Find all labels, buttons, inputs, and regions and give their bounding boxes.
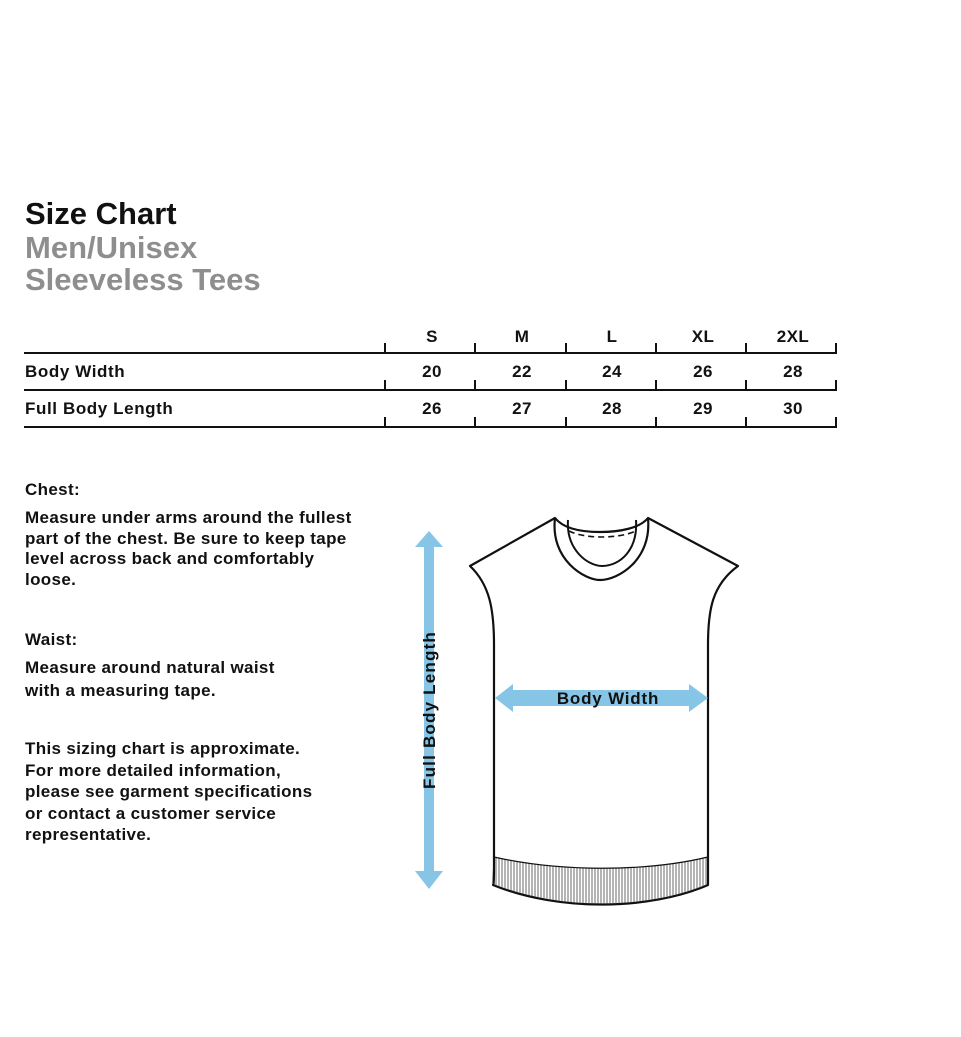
table-cell: 22 — [512, 362, 532, 381]
column-tick — [745, 417, 747, 428]
table-cell: 28 — [783, 362, 803, 381]
size-header-xl: XL — [691, 327, 715, 346]
size-table — [24, 318, 837, 428]
column-tick — [835, 343, 837, 354]
column-tick — [655, 380, 657, 391]
table-cell: 20 — [422, 362, 442, 381]
body-width-label: Body Width — [556, 689, 660, 708]
table-row-full-body-length — [24, 391, 837, 428]
table-cell: 28 — [602, 399, 622, 418]
chest-heading: Chest: — [25, 480, 80, 499]
table-divider — [24, 426, 837, 428]
column-tick — [835, 417, 837, 428]
column-tick — [384, 417, 386, 428]
column-tick — [565, 417, 567, 428]
size-header-m: M — [514, 327, 530, 346]
column-tick — [565, 380, 567, 391]
column-tick — [474, 380, 476, 391]
table-cell: 29 — [693, 399, 713, 418]
size-header-2xl: 2XL — [776, 327, 810, 346]
column-tick — [745, 380, 747, 391]
size-header-row — [24, 318, 837, 354]
waist-instructions: Measure around natural waist with a measuring tape. — [25, 658, 275, 700]
tank-top-outline-icon — [470, 518, 738, 905]
size-header-s: S — [426, 327, 438, 346]
table-cell: 27 — [512, 399, 532, 418]
page-subtitle-product: Sleeveless Tees — [25, 262, 261, 297]
column-tick — [655, 343, 657, 354]
approximation-note: This sizing chart is approximate. For more detailed information, please see garment specifications or contact a customer service representative. — [25, 739, 313, 844]
garment-diagram — [400, 505, 750, 915]
column-tick — [655, 417, 657, 428]
column-tick — [474, 417, 476, 428]
table-cell: 24 — [602, 362, 622, 381]
row-label-body-width: Body Width — [25, 362, 126, 381]
page-title: Size Chart — [25, 196, 177, 231]
column-tick — [565, 343, 567, 354]
table-cell: 30 — [783, 399, 803, 418]
chest-instructions: Measure under arms around the fullest part of the chest. Be sure to keep tape level across back and comfortably loose. — [25, 508, 352, 589]
column-tick — [745, 343, 747, 354]
table-row-body-width — [24, 354, 837, 391]
column-tick — [384, 343, 386, 354]
full-body-length-label: Full Body Length — [420, 630, 439, 790]
table-cell: 26 — [693, 362, 713, 381]
table-cell: 26 — [422, 399, 442, 418]
size-header-l: L — [606, 327, 618, 346]
column-tick — [835, 380, 837, 391]
column-tick — [474, 343, 476, 354]
row-label-full-body-length: Full Body Length — [25, 399, 174, 418]
waist-heading: Waist: — [25, 630, 78, 649]
page-subtitle-category: Men/Unisex — [25, 230, 198, 265]
column-tick — [384, 380, 386, 391]
